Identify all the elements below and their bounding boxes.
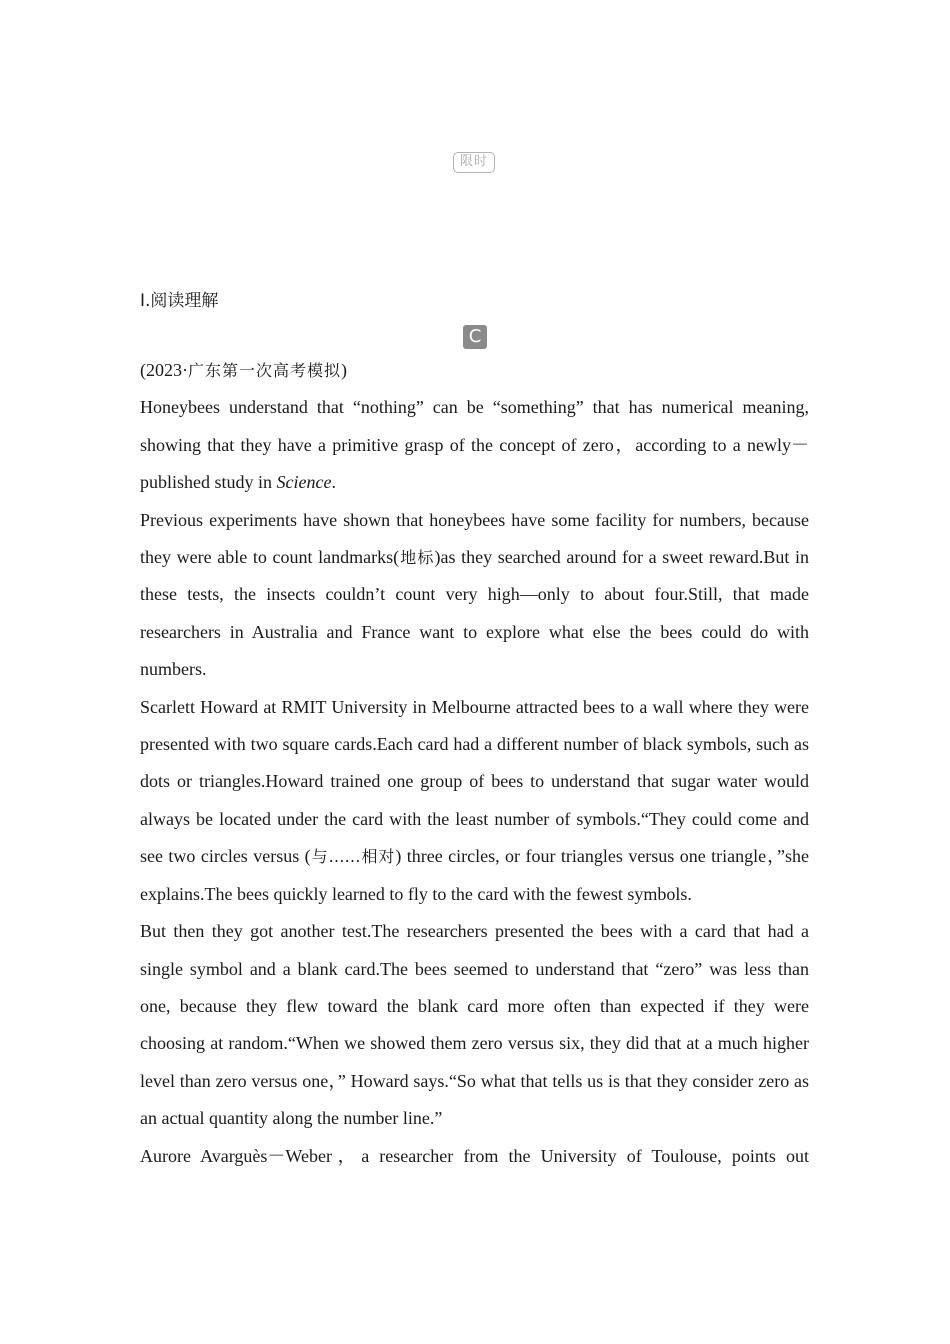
source-text: 广东第一次高考模拟 bbox=[188, 361, 342, 380]
paragraph-4: But then they got another test.The researchers presented the bees with a card that had a single symbol and a blank card.The bees seemed to understand that “zero” was less than one, because they flew toward the blank card more often than expected if they were choosing at random.“When we showed them zero versus six, they did that at a much higher level than zero versus one，” Howard says.“So what that tells us is that they consider zero as an actual quantity along the number line.” bbox=[140, 921, 809, 1129]
source-close: ) bbox=[341, 360, 348, 380]
paragraph-3 bbox=[140, 689, 809, 913]
paragraph-5: Aurore Avarguès－Weber，a researcher from the University of Toulouse, points out bbox=[140, 1145, 809, 1166]
passage-source bbox=[140, 352, 809, 389]
paragraph-3-text-b: ) three circles, or four triangles versus one triangle，”she explains.The bees quickly learned to fly to the card with the fewest symbols. bbox=[140, 846, 809, 904]
paragraph-2 bbox=[140, 502, 809, 689]
paragraph-3-gloss: 与……相对 bbox=[310, 847, 396, 867]
paragraph-2-gloss: 地标 bbox=[399, 548, 435, 568]
paragraph-3-text-a: Scarlett Howard at RMIT University in Melbourne attracted bees to a wall where they were presented with two square cards.Each card had a different number of black symbols, such as dots or triangles.Howard trained one group of bees to understand that sugar water would always be located under the card with the least number of symbols.“They could come and see two circles versus ( bbox=[140, 696, 809, 867]
section-heading: Ⅰ.阅读理解 bbox=[140, 291, 219, 311]
passage-body bbox=[140, 352, 809, 1175]
time-limit-badge: 限时 bbox=[453, 152, 495, 173]
paragraph-1-end: . bbox=[331, 472, 336, 493]
journal-name: Science bbox=[276, 472, 332, 493]
passage-label-badge: C bbox=[463, 325, 487, 349]
paragraph-1-text: Honeybees understand that “nothing” can be “something” that has numerical meaning, showing that they have a primitive grasp of the concept of zero，according to a newly－published study in bbox=[140, 397, 809, 493]
paragraph-2-text-a: Previous experiments have shown that honeybees have some facility for numbers, because they were able to count landmarks( bbox=[140, 509, 809, 568]
paragraph-2-text-b: )as they searched around for a sweet reward.But in these tests, the insects couldn’t count very high—only to about four.Still, that made researchers in Australia and France want to explore what else the bees could do with numbers. bbox=[140, 547, 809, 680]
paragraph-1 bbox=[140, 389, 809, 501]
source-open: (2023· bbox=[140, 360, 188, 380]
